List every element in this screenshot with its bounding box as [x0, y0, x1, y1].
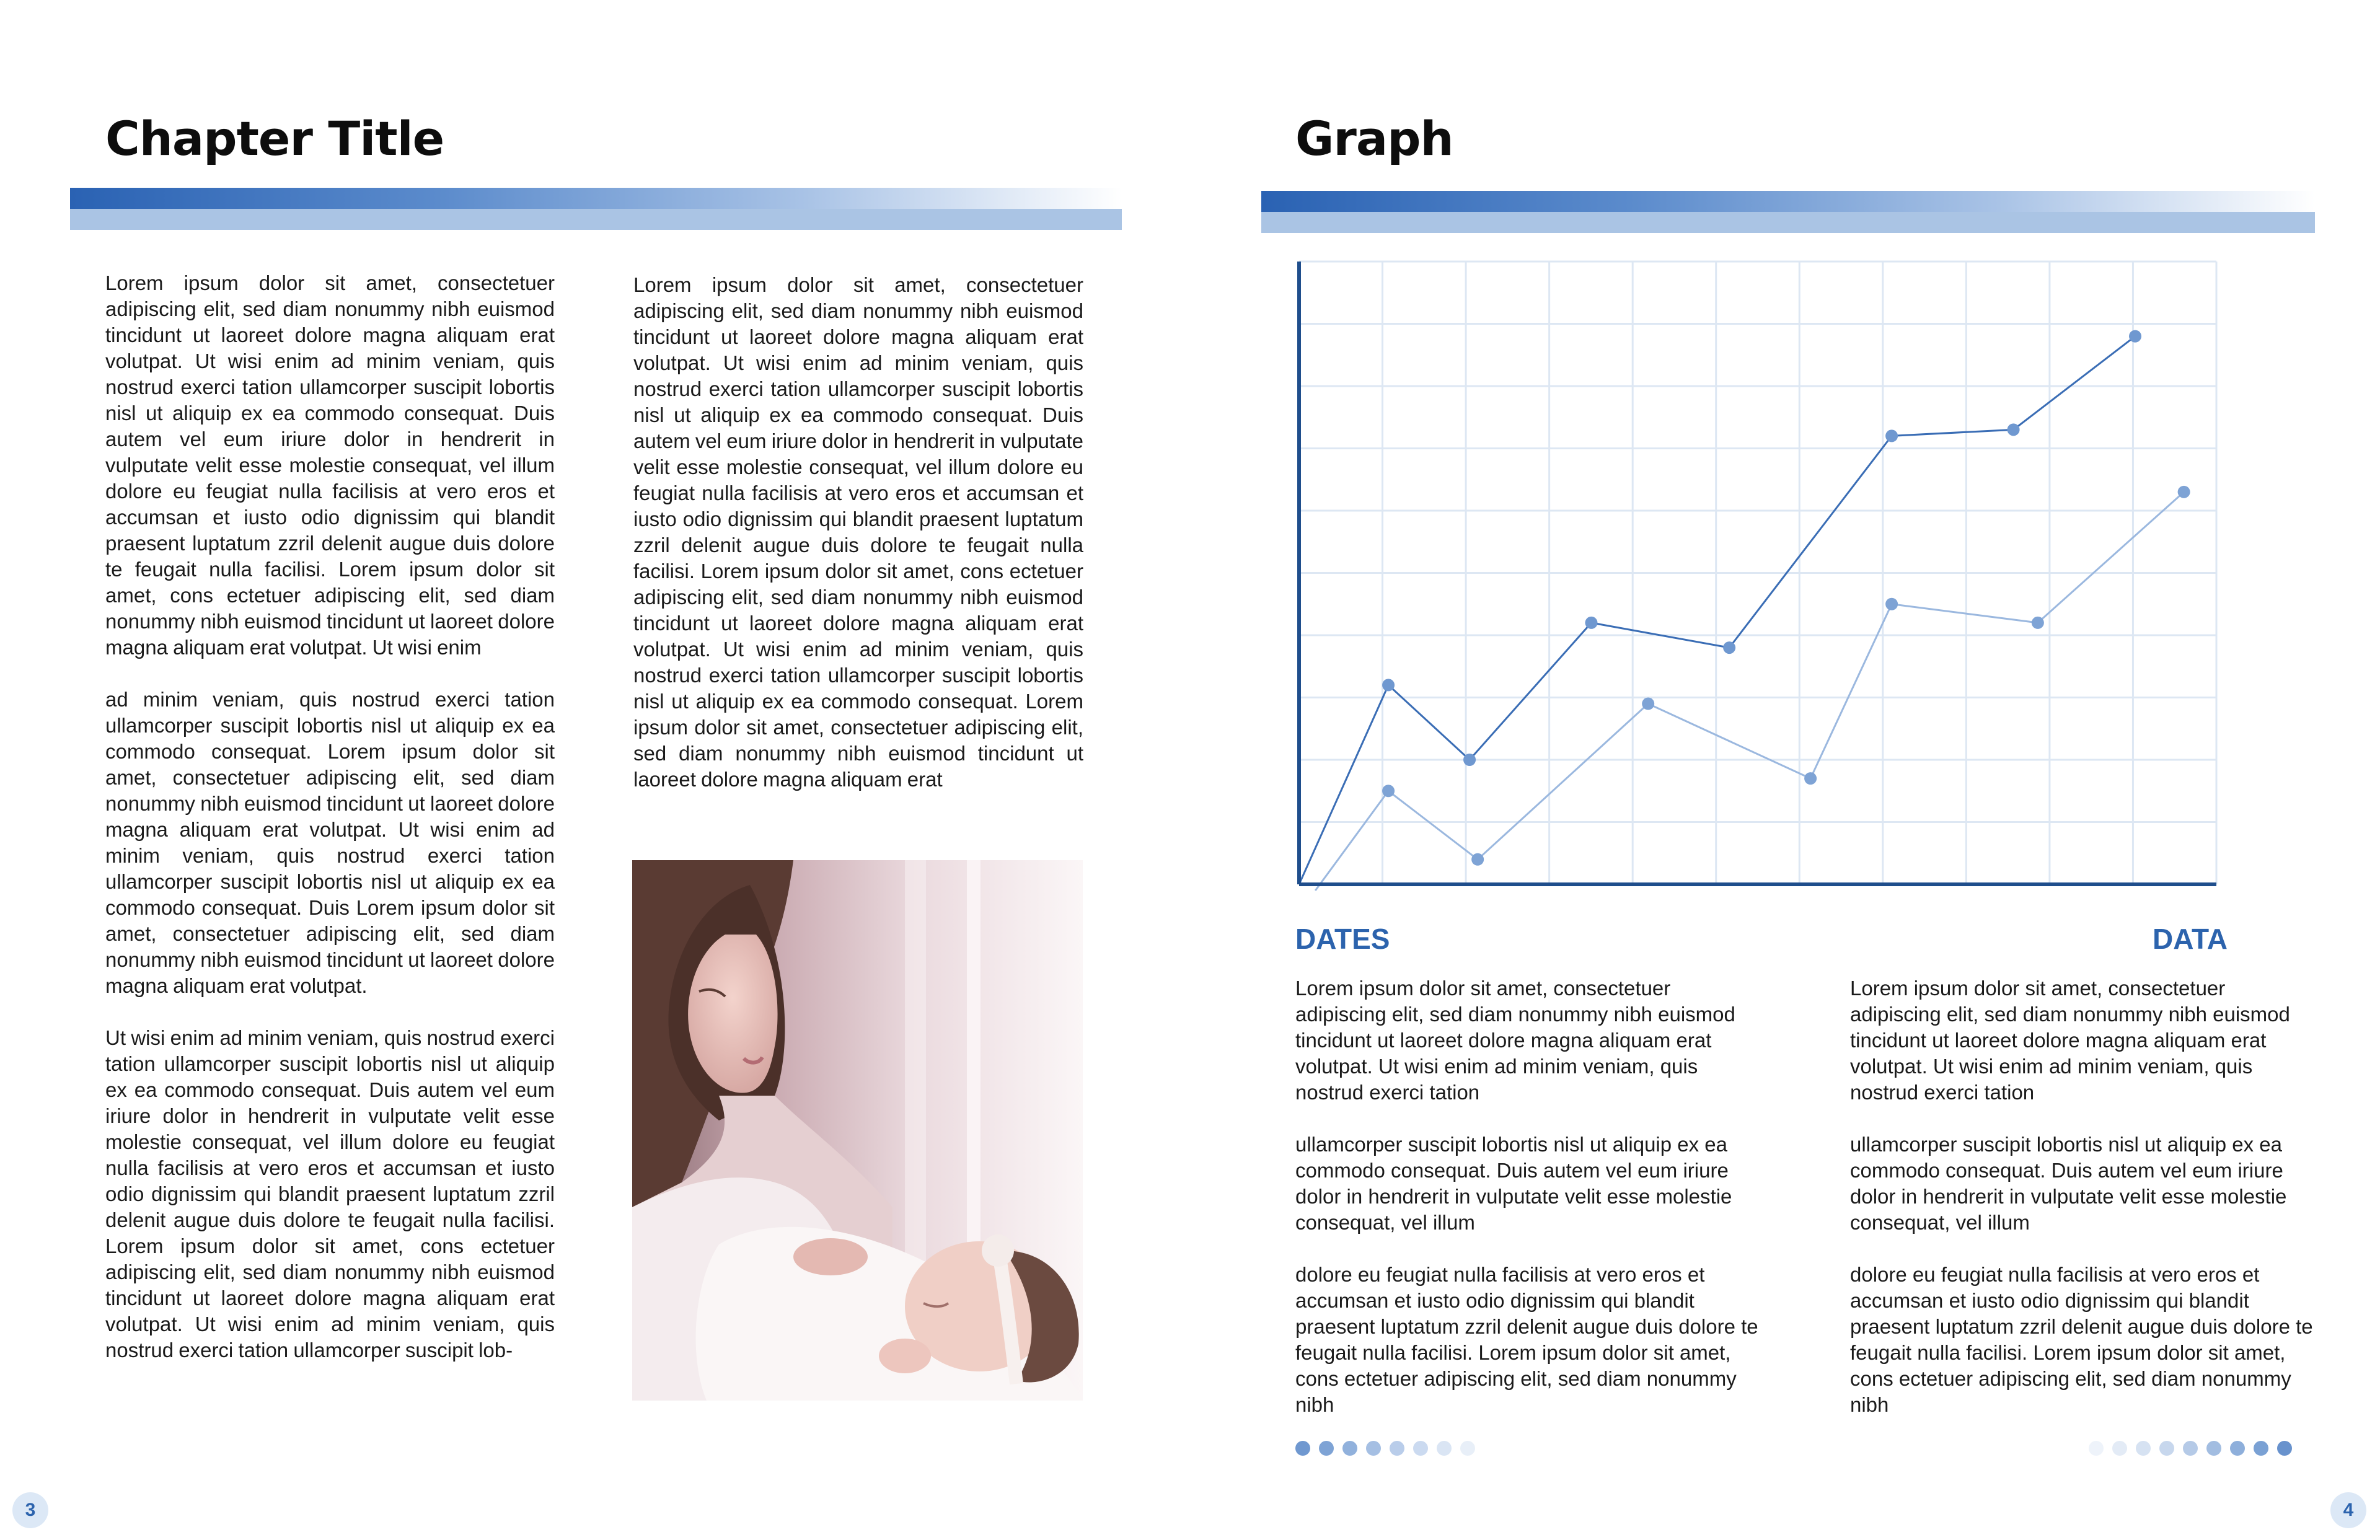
decorative-dot: [1342, 1441, 1357, 1456]
data-point: [1463, 754, 1476, 766]
mother-holding-newborn-photo: [632, 860, 1083, 1401]
data-point: [1585, 617, 1598, 629]
decorative-dot: [1295, 1441, 1310, 1456]
paragraph: Ut wisi enim ad minim veniam, quis nostrud exerci tation ullamcorper suscipit lobortis nisl ut aliquip ex ea commodo consequat. Duis autem vel eum iriure dolor in hendrerit in vulputate velit esse molestie consequat, vel illum dolore eu feugiat nulla facilisis at vero eros et accumsan et iusto odio dignissim qui blandit praesent luptatum zzril delenit augue duis dolore te feugait nulla facilisi. Lorem ipsum dolor sit amet, cons ectetuer adipiscing elit, sed diam nonummy nibh euismod tincidunt ut laoreet dolore magna aliquam erat volutpat. Ut wisi enim ad minim veniam, quis nostrud exerci tation ullamcorper suscipit lob-: [105, 1026, 555, 1362]
decorative-dot: [2089, 1441, 2104, 1456]
line-chart: [1289, 254, 2231, 899]
decorative-dot: [2183, 1441, 2198, 1456]
paragraph: ullamcorper suscipit lobortis nisl ut aliquip ex ea commodo consequat. Duis autem vel eum iriure dolor in hendrerit in vulputate velit esse molestie consequat, vel illum: [1295, 1133, 1732, 1234]
text-column-2: [633, 272, 1083, 793]
page-number-right: 4: [2330, 1492, 2366, 1528]
decorative-dot: [2254, 1441, 2268, 1456]
photo-illustration: [632, 860, 1083, 1401]
title-band-bottom: [70, 209, 1122, 230]
decorative-dot: [1460, 1441, 1475, 1456]
decorative-dot: [2112, 1441, 2127, 1456]
chart-series: [1299, 330, 2190, 891]
page-number-left: 3: [12, 1492, 48, 1528]
data-point: [1642, 698, 1654, 710]
paragraph: Lorem ipsum dolor sit amet, consectetuer adipiscing elit, sed diam nonummy nibh euismod tincidunt ut laoreet dolore magna aliquam erat volutpat. Ut wisi enim ad minim veniam, quis nostrud exerci tation: [1295, 977, 1735, 1104]
data-point: [1885, 598, 1898, 610]
title-band-top: [1261, 191, 2315, 212]
title-band-top: [70, 188, 1122, 209]
decorative-dots-right: [2089, 1441, 2312, 1456]
data-label: DATA: [2153, 923, 2228, 955]
decorative-dot: [2277, 1441, 2292, 1456]
graph-title: Graph: [1295, 111, 1453, 166]
title-band-bottom: [1261, 212, 2315, 233]
text-column-1: [105, 270, 555, 1363]
decorative-dot: [2159, 1441, 2174, 1456]
decorative-dot: [1413, 1441, 1428, 1456]
series-line-2: [1315, 492, 2184, 891]
decorative-dots-left: [1295, 1441, 1494, 1456]
text-block-data: [1850, 975, 2321, 1418]
paragraph: Lorem ipsum dolor sit amet, consectetuer adipiscing elit, sed diam nonummy nibh euismod tincidunt ut laoreet dolore magna aliquam erat volutpat. Ut wisi enim ad minim veniam, quis nostrud exerci tation ullamcorper suscipit lobortis nisl ut aliquip ex ea commodo consequat. Duis autem vel eum iriure dolor in hendrerit in vulputate velit esse molestie consequat, vel illum dolore eu feugiat nulla facilisis at vero eros et accumsan et iusto odio dignissim qui blandit praesent luptatum zzril delenit augue duis dolore te feugait nulla facilisi. Lorem ipsum dolor sit amet, cons ectetuer adipiscing elit, sed diam nonummy nibh euismod tincidunt ut laoreet dolore magna aliquam erat volutpat. Ut wisi enim ad minim veniam, quis nostrud exerci tation ullamcorper suscipit lobortis nisl ut aliquip ex ea commodo consequat. Lorem ipsum dolor sit amet, consectetuer adipiscing elit, sed diam nonummy nibh euismod tincidunt ut laoreet dolore magna aliquam erat: [633, 273, 1083, 791]
decorative-dot: [2230, 1441, 2245, 1456]
decorative-dot: [1366, 1441, 1381, 1456]
data-point: [1804, 772, 1817, 785]
series-line-1: [1299, 337, 2135, 884]
decorative-dot: [1437, 1441, 1452, 1456]
data-point: [1471, 853, 1484, 866]
text-block-dates: [1295, 975, 1766, 1418]
data-point: [1382, 679, 1395, 691]
title-band-left: [70, 188, 1122, 230]
paragraph: dolore eu feugiat nulla facilisis at vero eros et accumsan et iusto odio dignissim qui blandit praesent luptatum zzril delenit augue duis dolore te feugait nulla facilisi. Lorem ipsum dolor sit amet, cons ectetuer adipiscing elit, sed diam nonummy nibh: [1295, 1263, 1758, 1416]
data-point: [1885, 429, 1898, 442]
paragraph: ullamcorper suscipit lobortis nisl ut aliquip ex ea commodo consequat. Duis autem vel eum iriure dolor in hendrerit in vulputate velit esse molestie consequat, vel illum: [1850, 1133, 2287, 1234]
dates-label: DATES: [1295, 923, 1390, 955]
paragraph: ad minim veniam, quis nostrud exerci tation ullamcorper suscipit lobortis nisl ut aliquip ex ea commodo consequat. Lorem ipsum dolor sit amet, consectetuer adipiscing elit, sed diam nonummy nibh euismod tincidunt ut laoreet dolore magna aliquam erat volutpat. Ut wisi enim ad minim veniam, quis nostrud exerci tation ullamcorper suscipit lobortis nisl ut aliquip ex ea commodo consequat. Duis Lorem ipsum dolor sit amet, consectetuer adipiscing elit, sed diam nonummy nibh euismod tincidunt ut laoreet dolore magna aliquam erat volutpat.: [105, 688, 555, 997]
title-band-right: [1261, 191, 2315, 233]
decorative-dot: [2136, 1441, 2151, 1456]
chart-grid: [1299, 262, 2216, 884]
data-point: [1723, 641, 1735, 654]
data-point: [1382, 785, 1395, 797]
decorative-dot: [2206, 1441, 2221, 1456]
paragraph: dolore eu feugiat nulla facilisis at vero eros et accumsan et iusto odio dignissim qui blandit praesent luptatum zzril delenit augue duis dolore te feugait nulla facilisi. Lorem ipsum dolor sit amet, cons ectetuer adipiscing elit, sed diam nonummy nibh: [1850, 1263, 2313, 1416]
paragraph: Lorem ipsum dolor sit amet, consectetuer adipiscing elit, sed diam nonummy nibh euismod tincidunt ut laoreet dolore magna aliquam erat volutpat. Ut wisi enim ad minim veniam, quis nostrud exerci tation ullamcorper suscipit lobortis nisl ut aliquip ex ea commodo consequat. Duis autem vel eum iriure dolor in hendrerit in vulputate velit esse molestie consequat, vel illum dolore eu feugiat nulla facilisis at vero eros et accumsan et iusto odio dignissim qui blandit praesent luptatum zzril delenit augue duis dolore te feugait nulla facilisi. Lorem ipsum dolor sit amet, cons ectetuer adipiscing elit, sed diam nonummy nibh euismod tincidunt ut laoreet dolore magna aliquam erat volutpat. Ut wisi enim: [105, 271, 555, 659]
decorative-dot: [1319, 1441, 1334, 1456]
decorative-dot: [1390, 1441, 1404, 1456]
chapter-title: Chapter Title: [105, 111, 444, 166]
data-point: [2032, 617, 2044, 629]
data-point: [2178, 486, 2190, 498]
paragraph: Lorem ipsum dolor sit amet, consectetuer adipiscing elit, sed diam nonummy nibh euismod tincidunt ut laoreet dolore magna aliquam erat volutpat. Ut wisi enim ad minim veniam, quis nostrud exerci tation: [1850, 977, 2290, 1104]
data-point: [2129, 330, 2141, 343]
data-point: [2008, 423, 2020, 436]
